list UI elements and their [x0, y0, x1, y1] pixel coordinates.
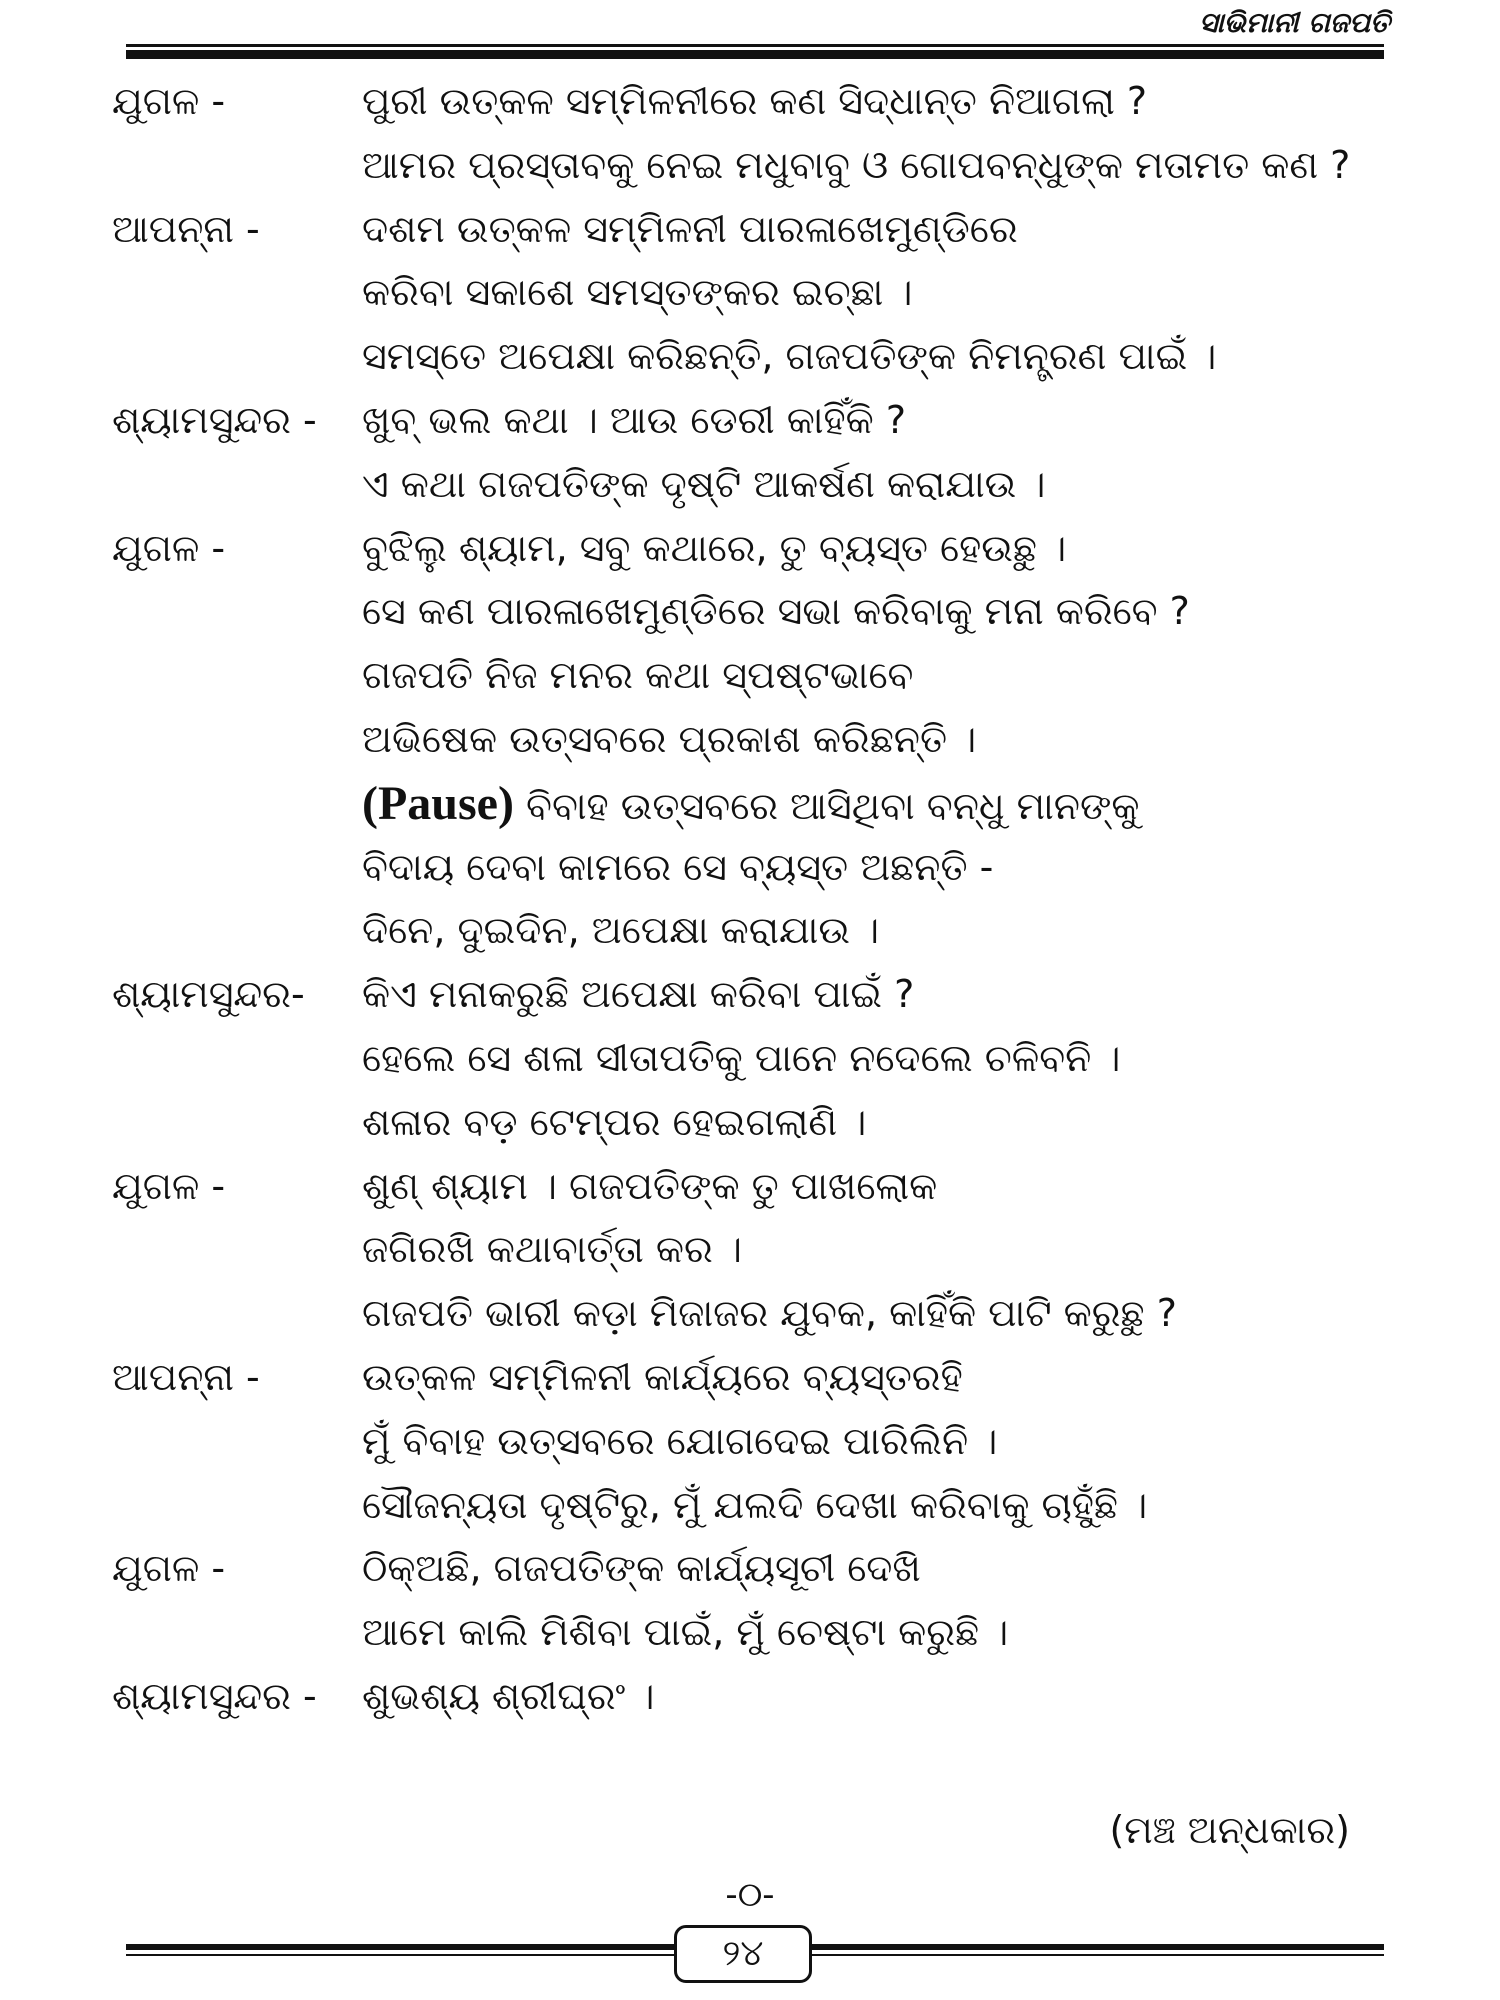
dialogue-row: [0, 1601, 1500, 1665]
dialogue-line: ଗଜପତି ନିଜ ମନର କଥା ସ୍ପଷ୍ଟଭାବେ: [362, 653, 914, 698]
dialogue-row: [0, 963, 1500, 1027]
header-rule-thick: [126, 50, 1384, 59]
dialogue-line: ହେଲେ ସେ ଶଳା ସୀତାପତିକୁ ପାନେ ନଦେଲେ ଚଳିବନି ।: [362, 1035, 1121, 1080]
dialogue-line: ଶଳାର ବଡ଼ ଟେମ୍ପର ହେଇଗଲାଣି ।: [362, 1099, 867, 1144]
dialogue-line-text: ବିବାହ ଉତ୍ସବରେ ଆସିଥିବା ବନ୍ଧୁ ମାନଙ୍କୁ: [513, 783, 1140, 828]
dialogue-row: [0, 325, 1500, 389]
dialogue-line: ଏ କଥା ଗଜପତିଙ୍କ ଦୃଷ୍ଟି ଆକର୍ଷଣ କରାଯାଉ ।: [362, 461, 1046, 506]
dialogue-line: ଠିକ୍ଅଛି, ଗଜପତିଙ୍କ କାର୍ଯ୍ୟସୂଚୀ ଦେଖି: [362, 1546, 921, 1591]
speaker-name: ଯୁଗଳ -: [112, 525, 226, 570]
dialogue-row: [0, 1282, 1500, 1346]
dialogue-line: ଖୁବ୍ ଭଲ କଥା । ଆଉ ଡେରୀ କାହିଁକି ?: [362, 397, 907, 442]
dialogue-row: [0, 261, 1500, 325]
dialogue-row: [0, 644, 1500, 708]
dialogue-row: [0, 1218, 1500, 1282]
dialogue-line: ଶୁଭଶ୍ୟ ଶ୍ରୀଘ୍ରଂ ।: [362, 1673, 655, 1718]
dialogue-line: ଅଭିଷେକ ଉତ୍ସବରେ ପ୍ରକାଶ କରିଛନ୍ତି ।: [362, 716, 977, 761]
dialogue-row: [0, 198, 1500, 262]
dialogue-block: [0, 70, 1500, 1729]
dialogue-row: [0, 70, 1500, 134]
scene-end-mark: -୦-: [725, 1875, 775, 1915]
dialogue-row: [0, 836, 1500, 900]
dialogue-line: କରିବା ସକାଶେ ସମସ୍ତଙ୍କର ଇଚ୍ଛା ।: [362, 270, 913, 315]
header-rule-thin: [126, 44, 1384, 47]
dialogue-row: [0, 1474, 1500, 1538]
dialogue-line: ପୁରୀ ଉତ୍କଳ ସମ୍ମିଳନୀରେ କଣ ସିଦ୍ଧାନ୍ତ ନିଆଗଲା ?: [362, 79, 1148, 123]
dialogue-row: [0, 580, 1500, 644]
dialogue-row: [0, 1410, 1500, 1474]
footer-rule-left: [126, 1944, 674, 1950]
speaker-name: ଶ୍ୟାମସୁନ୍ଦର -: [112, 1673, 317, 1718]
dialogue-line: ଉତ୍କଳ ସମ୍ମିଳନୀ କାର୍ଯ୍ୟରେ ବ୍ୟସ୍ତରହି: [362, 1354, 963, 1399]
speaker-name: ଯୁଗଳ -: [112, 79, 226, 123]
dialogue-row: [0, 899, 1500, 963]
speaker-name: ଯୁଗଳ -: [112, 1546, 226, 1591]
footer-rule-right-thin: [812, 1954, 1384, 1956]
dialogue-line: ଗଜପତି ଭାରୀ କଡ଼ା ମିଜାଜର ଯୁବକ, କାହିଁକି ପାଟି କରୁଛୁ ?: [362, 1291, 1177, 1336]
speaker-name: ଆପନ୍ନା -: [112, 1354, 260, 1399]
dialogue-line: ଆମର ପ୍ରସ୍ତାବକୁ ନେଇ ମଧୁବାବୁ ଓ ଗୋପବନ୍ଧୁଙ୍କ ମତାମତ କଣ ?: [362, 142, 1351, 187]
dialogue-line: ସୌଜନ୍ୟତା ଦୃଷ୍ଟିରୁ, ମୁଁ ଯଲଦି ଦେଖା କରିବାକୁ ଚାହୁଁଛି ।: [362, 1482, 1148, 1527]
dialogue-line: ଶୁଣ୍ ଶ୍ୟାମ । ଗଜପତିଙ୍କ ତୁ ପାଖଲୋକ: [362, 1163, 938, 1208]
footer-rule-left-thin: [126, 1954, 674, 1956]
speaker-name: ଶ୍ୟାମସୁନ୍ଦର -: [112, 397, 317, 442]
dialogue-row: [0, 772, 1500, 836]
dialogue-line: ସମସ୍ତେ ଅପେକ୍ଷା କରିଛନ୍ତି, ଗଜପତିଙ୍କ ନିମନ୍ତ୍ରଣ ପାଇଁ ।: [362, 334, 1217, 379]
dialogue-row: [0, 389, 1500, 453]
dialogue-row: [0, 1091, 1500, 1155]
speaker-name: ଯୁଗଳ -: [112, 1163, 226, 1208]
dialogue-line: ବିଦାୟ ଦେବା କାମରେ ସେ ବ୍ୟସ୍ତ ଅଛନ୍ତି -: [362, 844, 994, 889]
dialogue-line: କିଏ ମନାକରୁଛି ଅପେକ୍ଷା କରିବା ପାଇଁ ?: [362, 972, 915, 1017]
pause-direction: (Pause): [362, 776, 514, 830]
dialogue-line: ଆମେ କାଲି ମିଶିବା ପାଇଁ, ମୁଁ ଚେଷ୍ଟା କରୁଛି ।: [362, 1610, 1009, 1655]
dialogue-row: [0, 134, 1500, 198]
stage-direction: (ମଞ୍ଚ ଅନ୍ଧକାର): [1109, 1808, 1350, 1852]
speaker-name: ଆପନ୍ନା -: [112, 206, 260, 251]
dialogue-row: [0, 1027, 1500, 1091]
page-header-title: ସାଭିମାନୀ ଗଜପତି: [1199, 6, 1390, 39]
page-number: ୨୪: [674, 1925, 812, 1983]
dialogue-line: ଦିନେ, ଦୁଇଦିନ, ଅପେକ୍ଷା କରାଯାଉ ।: [362, 908, 880, 953]
dialogue-row: [0, 708, 1500, 772]
dialogue-line-with-pause: [362, 772, 1140, 839]
dialogue-row: [0, 1665, 1500, 1729]
dialogue-line: ଦଶମ ଉତ୍କଳ ସମ୍ମିଳନୀ ପାରଳାଖେମୁଣ୍ଡିରେ: [362, 206, 1018, 251]
dialogue-line: ମୁଁ ବିବାହ ଉତ୍ସବରେ ଯୋଗଦେଇ ପାରିଲିନି ।: [362, 1418, 998, 1463]
dialogue-line: ସେ କଣ ପାରଳାଖେମୁଣ୍ଡିରେ ସଭା କରିବାକୁ ମନା କରିବେ ?: [362, 589, 1190, 634]
dialogue-line: ବୁଝିଲୁ ଶ୍ୟାମ, ସବୁ କଥାରେ, ତୁ ବ୍ୟସ୍ତ ହେଉଛୁ ।: [362, 525, 1067, 570]
dialogue-row: [0, 453, 1500, 517]
dialogue-row: [0, 1346, 1500, 1410]
dialogue-row: [0, 1537, 1500, 1601]
dialogue-row: [0, 1155, 1500, 1219]
speaker-name: ଶ୍ୟାମସୁନ୍ଦର-: [112, 972, 305, 1017]
dialogue-line: ଜଗିରଖି କଥାବାର୍ତ୍ତା କର ।: [362, 1227, 742, 1272]
dialogue-row: [0, 517, 1500, 581]
footer-rule-right: [812, 1944, 1384, 1950]
